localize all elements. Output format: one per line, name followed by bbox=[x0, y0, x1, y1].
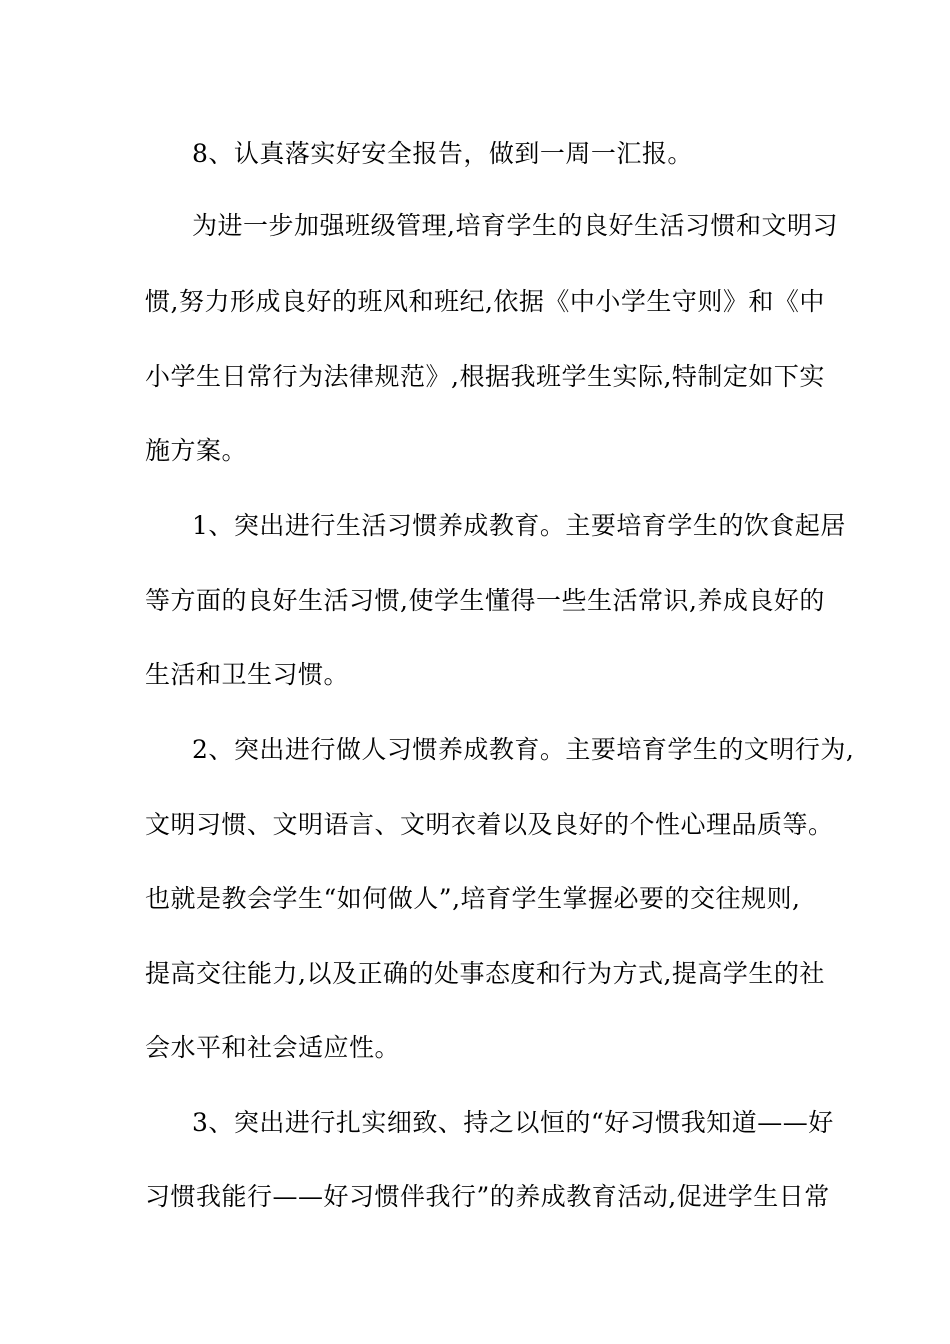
paragraph-item-2-line-2: 文明习惯、文明语言、文明衣着以及良好的个性心理品质等。 bbox=[145, 810, 834, 839]
paragraph-item-3-line-1: 3、突出进行扎实细致、持之以恒的“好习惯我知道——好 bbox=[192, 1108, 834, 1137]
paragraph-item-2-line-4: 提高交往能力,以及正确的处事态度和行为方式,提高学生的社 bbox=[145, 959, 825, 988]
paragraph-item-2-line-3: 也就是教会学生“如何做人”,培育学生掌握必要的交往规则, bbox=[145, 884, 801, 913]
paragraph-item-3-line-2: 习惯我能行——好习惯伴我行”的养成教育活动,促进学生日常 bbox=[145, 1182, 830, 1211]
paragraph-item-1-line-3: 生活和卫生习惯。 bbox=[145, 660, 350, 689]
paragraph-item-1-line-2: 等方面的良好生活习惯,使学生懂得一些生活常识,养成良好的 bbox=[145, 586, 825, 615]
paragraph-item-8-line-1: 8、认真落实好安全报告，做到一周一汇报。 bbox=[192, 139, 693, 168]
intro-paragraph-line-4: 施方案。 bbox=[145, 436, 248, 465]
paragraph-item-1-line-1: 1、突出进行生活习惯养成教育。主要培育学生的饮食起居 bbox=[192, 511, 846, 540]
intro-paragraph-line-1: 为进一步加强班级管理,培育学生的良好生活习惯和文明习 bbox=[192, 211, 838, 240]
paragraph-item-2-line-5: 会水平和社会适应性。 bbox=[145, 1033, 401, 1062]
paragraph-item-2-line-1: 2、突出进行做人习惯养成教育。主要培育学生的文明行为, bbox=[192, 735, 855, 764]
intro-paragraph-line-3: 小学生日常行为法律规范》,根据我班学生实际,特制定如下实 bbox=[145, 362, 825, 391]
intro-paragraph-line-2: 惯,努力形成良好的班风和班纪,依据《中小学生守则》和《中 bbox=[145, 287, 825, 316]
